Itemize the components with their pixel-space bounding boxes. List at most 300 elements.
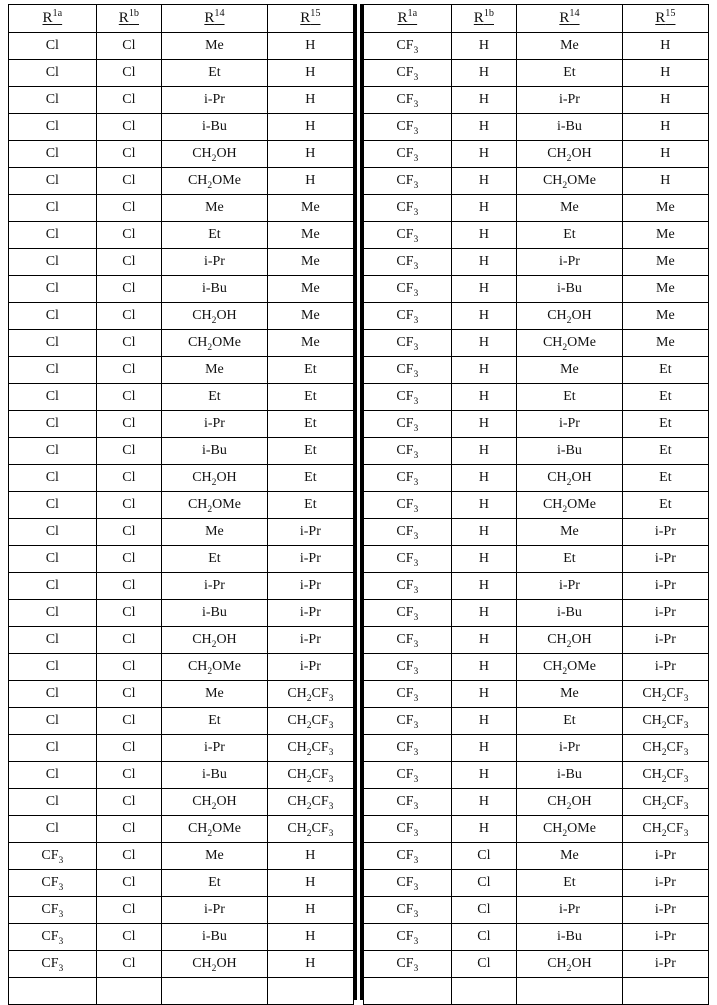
table-cell: H: [267, 843, 353, 870]
table-cell: H: [267, 60, 353, 87]
table-cell: Cl: [96, 330, 162, 357]
table-cell: i-Bu: [517, 438, 623, 465]
column-header: [96, 5, 162, 33]
table-cell: [267, 978, 353, 1005]
table-cell: H: [451, 816, 517, 843]
table-cell: $CF_3$: [364, 249, 452, 276]
table-cell: $CF_3$: [364, 762, 452, 789]
table-cell: Me: [622, 195, 708, 222]
table-cell: $CH_2OMe$: [162, 816, 268, 843]
table-row: [364, 438, 709, 465]
table-cell: $CH_2OMe$: [517, 492, 623, 519]
table-cell: H: [451, 681, 517, 708]
table-cell: Me: [162, 681, 268, 708]
table-cell: Cl: [9, 465, 97, 492]
table-cell: $CF_3$: [364, 438, 452, 465]
table-cell: $CF_3$: [364, 519, 452, 546]
table-row: [364, 195, 709, 222]
table-row: [364, 816, 709, 843]
table-cell: i-Pr: [267, 627, 353, 654]
table-row: [9, 627, 354, 654]
table-row: [364, 978, 709, 1005]
table-row: [9, 573, 354, 600]
table-row: [9, 303, 354, 330]
table-cell: Me: [267, 222, 353, 249]
table-row: [364, 303, 709, 330]
table-row: [364, 357, 709, 384]
table-cell: $CF_3$: [364, 870, 452, 897]
column-header: [517, 5, 623, 33]
table-cell: Et: [622, 357, 708, 384]
table-cell: $CF_3$: [364, 168, 452, 195]
table-cell: Cl: [96, 951, 162, 978]
table-cell: Et: [622, 465, 708, 492]
table-cell: Cl: [96, 195, 162, 222]
table-cell: Et: [517, 384, 623, 411]
table-row: [9, 816, 354, 843]
table-cell: Me: [517, 195, 623, 222]
table-cell: Cl: [9, 303, 97, 330]
table-cell: $CH_2CF_3$: [267, 789, 353, 816]
table-cell: i-Pr: [622, 951, 708, 978]
table-cell: H: [451, 87, 517, 114]
table-cell: i-Pr: [622, 600, 708, 627]
column-header-label: $R^{15}$: [300, 8, 321, 26]
table-cell: H: [451, 573, 517, 600]
table-cell: Cl: [96, 627, 162, 654]
table-cell: i-Bu: [517, 114, 623, 141]
table-cell: Cl: [96, 249, 162, 276]
table-cell: H: [451, 735, 517, 762]
table-cell: $CF_3$: [364, 573, 452, 600]
table-cell: Cl: [9, 195, 97, 222]
table-cell: H: [451, 114, 517, 141]
table-row: [9, 870, 354, 897]
table-cell: Cl: [96, 222, 162, 249]
table-cell: Et: [622, 492, 708, 519]
table-row: [9, 951, 354, 978]
table-header-row: [364, 5, 709, 33]
table-cell: i-Pr: [267, 573, 353, 600]
table-row: [9, 438, 354, 465]
table-divider: [354, 4, 363, 1000]
table-cell: Me: [622, 276, 708, 303]
column-header: [162, 5, 268, 33]
table-cell: Cl: [96, 492, 162, 519]
table-cell: Et: [622, 411, 708, 438]
table-cell: Cl: [451, 897, 517, 924]
table-cell: H: [451, 411, 517, 438]
table-cell: $CH_2OMe$: [517, 654, 623, 681]
table-cell: i-Pr: [267, 546, 353, 573]
table-cell: H: [451, 33, 517, 60]
table-row: [364, 492, 709, 519]
table-cell: $CH_2CF_3$: [622, 762, 708, 789]
table-cell: Cl: [96, 438, 162, 465]
table-row: [9, 924, 354, 951]
table-cell: Cl: [9, 222, 97, 249]
table-cell: Cl: [9, 87, 97, 114]
table-cell: Cl: [9, 357, 97, 384]
table-cell: Et: [622, 384, 708, 411]
table-row: [9, 843, 354, 870]
table-row: [364, 762, 709, 789]
table-cell: Cl: [9, 816, 97, 843]
table-cell: Cl: [96, 87, 162, 114]
table-cell: H: [451, 519, 517, 546]
table-cell: $CF_3$: [364, 924, 452, 951]
table-cell: Et: [267, 411, 353, 438]
table-cell: $CH_2OH$: [517, 789, 623, 816]
table-cell: Cl: [96, 600, 162, 627]
table-cell: $CF_3$: [364, 735, 452, 762]
table-cell: H: [267, 33, 353, 60]
table-row: [9, 789, 354, 816]
table-row: [9, 195, 354, 222]
table-cell: $CH_2CF_3$: [622, 789, 708, 816]
table-row: [9, 465, 354, 492]
table-row: [9, 708, 354, 735]
table-cell: i-Bu: [517, 924, 623, 951]
table-cell: $CH_2OMe$: [517, 330, 623, 357]
table-cell: [622, 978, 708, 1005]
table-cell: Cl: [96, 789, 162, 816]
table-cell: Cl: [451, 951, 517, 978]
table-cell: $CH_2OH$: [162, 303, 268, 330]
table-cell: Me: [517, 519, 623, 546]
table-cell: Cl: [96, 681, 162, 708]
table-cell: Cl: [96, 870, 162, 897]
table-cell: i-Bu: [162, 114, 268, 141]
table-cell: $CH_2OH$: [517, 465, 623, 492]
table-cell: i-Pr: [517, 573, 623, 600]
table-cell: H: [267, 951, 353, 978]
table-row: [9, 762, 354, 789]
table-cell: Cl: [9, 141, 97, 168]
table-cell: $CF_3$: [9, 924, 97, 951]
table-cell: H: [451, 627, 517, 654]
table-cell: $CH_2CF_3$: [267, 816, 353, 843]
table-row: [9, 168, 354, 195]
table-cell: i-Pr: [622, 870, 708, 897]
column-header-label: $R^{1b}$: [473, 8, 494, 26]
table-cell: [451, 978, 517, 1005]
table-row: [364, 924, 709, 951]
column-header: [364, 5, 452, 33]
table-row: [364, 627, 709, 654]
table-cell: Me: [517, 357, 623, 384]
table-cell: $CF_3$: [9, 951, 97, 978]
table-cell: $CF_3$: [364, 411, 452, 438]
table-row: [9, 411, 354, 438]
table-row: [9, 357, 354, 384]
table-cell: i-Bu: [517, 600, 623, 627]
table-cell: H: [451, 465, 517, 492]
table-cell: [162, 978, 268, 1005]
table-cell: $CH_2CF_3$: [267, 762, 353, 789]
table-cell: i-Pr: [517, 897, 623, 924]
table-cell: Cl: [9, 60, 97, 87]
table-cell: $CF_3$: [364, 897, 452, 924]
table-cell: Cl: [9, 492, 97, 519]
table-cell: $CH_2CF_3$: [622, 681, 708, 708]
table-row: [364, 168, 709, 195]
table-row: [364, 519, 709, 546]
table-cell: H: [267, 141, 353, 168]
table-cell: H: [451, 303, 517, 330]
table-cell: Cl: [9, 519, 97, 546]
table-cell: Me: [162, 519, 268, 546]
table-cell: i-Pr: [622, 546, 708, 573]
table-row: [364, 843, 709, 870]
table-cell: $CF_3$: [364, 789, 452, 816]
table-cell: Me: [622, 222, 708, 249]
substituent-table-right: [363, 4, 709, 1005]
table-cell: Et: [517, 870, 623, 897]
table-cell: Me: [267, 330, 353, 357]
table-row: [9, 330, 354, 357]
table-cell: $CH_2OH$: [517, 303, 623, 330]
table-cell: Et: [517, 546, 623, 573]
table-cell: H: [451, 222, 517, 249]
table-cell: Me: [517, 843, 623, 870]
table-body-right: [364, 33, 709, 1005]
table-cell: H: [622, 114, 708, 141]
table-row: [364, 330, 709, 357]
table-row: [364, 546, 709, 573]
table-row: [364, 87, 709, 114]
table-cell: Cl: [9, 627, 97, 654]
table-cell: $CF_3$: [364, 951, 452, 978]
table-cell: Et: [267, 384, 353, 411]
table-cell: Cl: [96, 546, 162, 573]
table-row: [364, 60, 709, 87]
table-cell: $CF_3$: [364, 60, 452, 87]
table-cell: $CF_3$: [9, 897, 97, 924]
table-cell: i-Pr: [162, 897, 268, 924]
column-header-label: $R^{14}$: [559, 8, 580, 26]
table-cell: Cl: [96, 843, 162, 870]
table-cell: i-Pr: [162, 249, 268, 276]
table-cell: H: [267, 897, 353, 924]
table-cell: H: [267, 87, 353, 114]
table-cell: $CF_3$: [364, 357, 452, 384]
table-cell: Cl: [9, 735, 97, 762]
table-row: [9, 492, 354, 519]
table-cell: $CF_3$: [364, 546, 452, 573]
table-row: [364, 114, 709, 141]
table-cell: H: [451, 330, 517, 357]
table-row: [9, 60, 354, 87]
table-cell: Et: [267, 465, 353, 492]
table-cell: H: [622, 33, 708, 60]
table-cell: $CF_3$: [364, 654, 452, 681]
table-row: [364, 384, 709, 411]
table-cell: i-Pr: [162, 411, 268, 438]
table-cell: $CF_3$: [364, 330, 452, 357]
table-header-left: [9, 5, 354, 33]
table-cell: Et: [267, 492, 353, 519]
table-row: [364, 222, 709, 249]
table-header-right: [364, 5, 709, 33]
table-cell: $CF_3$: [364, 384, 452, 411]
table-cell: Cl: [96, 357, 162, 384]
table-cell: H: [451, 384, 517, 411]
table-row: [9, 600, 354, 627]
table-cell: Et: [267, 438, 353, 465]
table-cell: H: [451, 654, 517, 681]
table-cell: Me: [517, 681, 623, 708]
table-cell: i-Bu: [162, 276, 268, 303]
table-cell: Et: [162, 546, 268, 573]
table-cell: $CF_3$: [364, 816, 452, 843]
table-cell: H: [267, 168, 353, 195]
table-cell: $CH_2OH$: [162, 465, 268, 492]
table-row: [364, 276, 709, 303]
table-cell: Cl: [451, 843, 517, 870]
column-header-label: $R^{1a}$: [397, 8, 418, 26]
table-row: [9, 249, 354, 276]
table-cell: $CH_2OMe$: [162, 168, 268, 195]
table-cell: Cl: [9, 681, 97, 708]
table-cell: H: [451, 762, 517, 789]
table-cell: Cl: [96, 924, 162, 951]
table-cell: $CH_2OH$: [517, 627, 623, 654]
table-cell: $CF_3$: [9, 870, 97, 897]
table-cell: i-Pr: [267, 654, 353, 681]
table-cell: $CF_3$: [364, 492, 452, 519]
table-cell: Cl: [96, 519, 162, 546]
table-cell: Cl: [96, 33, 162, 60]
table-cell: Me: [267, 276, 353, 303]
table-cell: Cl: [96, 465, 162, 492]
table-cell: H: [451, 141, 517, 168]
table-cell: $CH_2OH$: [517, 141, 623, 168]
table-cell: i-Pr: [267, 600, 353, 627]
table-cell: [517, 978, 623, 1005]
table-cell: H: [451, 789, 517, 816]
table-cell: Et: [622, 438, 708, 465]
table-cell: Cl: [9, 762, 97, 789]
table-cell: Cl: [9, 708, 97, 735]
table-row: [364, 789, 709, 816]
column-header: [267, 5, 353, 33]
table-cell: Cl: [9, 33, 97, 60]
table-cell: Et: [162, 870, 268, 897]
table-cell: H: [451, 276, 517, 303]
table-cell: i-Pr: [162, 735, 268, 762]
table-cell: i-Pr: [162, 87, 268, 114]
table-cell: $CH_2OH$: [162, 951, 268, 978]
table-cell: H: [451, 168, 517, 195]
table-cell: i-Pr: [517, 411, 623, 438]
table-cell: Cl: [9, 168, 97, 195]
column-header-label: $R^{15}$: [655, 8, 676, 26]
table-cell: Et: [162, 60, 268, 87]
table-cell: $CF_3$: [364, 195, 452, 222]
patent-table-page: [8, 4, 709, 1000]
table-cell: $CH_2OMe$: [517, 168, 623, 195]
column-header: [451, 5, 517, 33]
table-cell: i-Pr: [622, 924, 708, 951]
table-cell: Cl: [9, 276, 97, 303]
table-row: [364, 600, 709, 627]
table-cell: Cl: [451, 924, 517, 951]
table-row: [9, 87, 354, 114]
table-cell: $CF_3$: [364, 114, 452, 141]
table-cell: Me: [162, 195, 268, 222]
table-row: [364, 897, 709, 924]
table-cell: Cl: [96, 708, 162, 735]
table-cell: H: [451, 600, 517, 627]
table-cell: H: [451, 708, 517, 735]
table-cell: Me: [162, 843, 268, 870]
table-cell: i-Pr: [622, 573, 708, 600]
table-cell: Et: [517, 222, 623, 249]
table-cell: H: [451, 357, 517, 384]
table-cell: [9, 978, 97, 1005]
table-cell: [364, 978, 452, 1005]
table-cell: i-Bu: [162, 600, 268, 627]
table-cell: Me: [162, 33, 268, 60]
table-cell: $CF_3$: [364, 843, 452, 870]
table-cell: Cl: [9, 789, 97, 816]
table-cell: [96, 978, 162, 1005]
table-cell: $CF_3$: [364, 627, 452, 654]
table-cell: i-Bu: [162, 924, 268, 951]
table-cell: $CH_2OMe$: [162, 654, 268, 681]
column-header-label: $R^{1b}$: [118, 8, 139, 26]
table-cell: $CH_2OMe$: [162, 492, 268, 519]
table-body-left: [9, 33, 354, 1005]
table-cell: Cl: [9, 654, 97, 681]
table-cell: Cl: [96, 654, 162, 681]
table-cell: $CH_2OH$: [162, 141, 268, 168]
table-cell: $CF_3$: [9, 843, 97, 870]
table-cell: $CF_3$: [364, 303, 452, 330]
substituent-table-left: [8, 4, 354, 1005]
table-cell: Me: [162, 357, 268, 384]
table-cell: Et: [162, 384, 268, 411]
table-cell: Cl: [9, 438, 97, 465]
column-header-label: $R^{14}$: [204, 8, 225, 26]
table-cell: Et: [162, 708, 268, 735]
table-cell: $CH_2OMe$: [517, 816, 623, 843]
table-cell: Cl: [9, 249, 97, 276]
table-cell: H: [622, 87, 708, 114]
table-row: [9, 276, 354, 303]
table-cell: Et: [517, 708, 623, 735]
table-cell: H: [267, 114, 353, 141]
table-row: [9, 681, 354, 708]
table-cell: H: [622, 168, 708, 195]
table-cell: Cl: [9, 411, 97, 438]
table-cell: Cl: [96, 303, 162, 330]
table-cell: Cl: [96, 141, 162, 168]
table-row: [364, 870, 709, 897]
table-cell: Cl: [96, 897, 162, 924]
table-cell: Me: [267, 303, 353, 330]
table-cell: H: [451, 438, 517, 465]
table-cell: $CH_2CF_3$: [267, 735, 353, 762]
table-row: [9, 384, 354, 411]
table-cell: Cl: [96, 573, 162, 600]
table-cell: $CH_2CF_3$: [622, 735, 708, 762]
table-cell: Cl: [96, 735, 162, 762]
table-cell: i-Bu: [517, 276, 623, 303]
table-cell: $CF_3$: [364, 141, 452, 168]
table-cell: i-Pr: [517, 249, 623, 276]
